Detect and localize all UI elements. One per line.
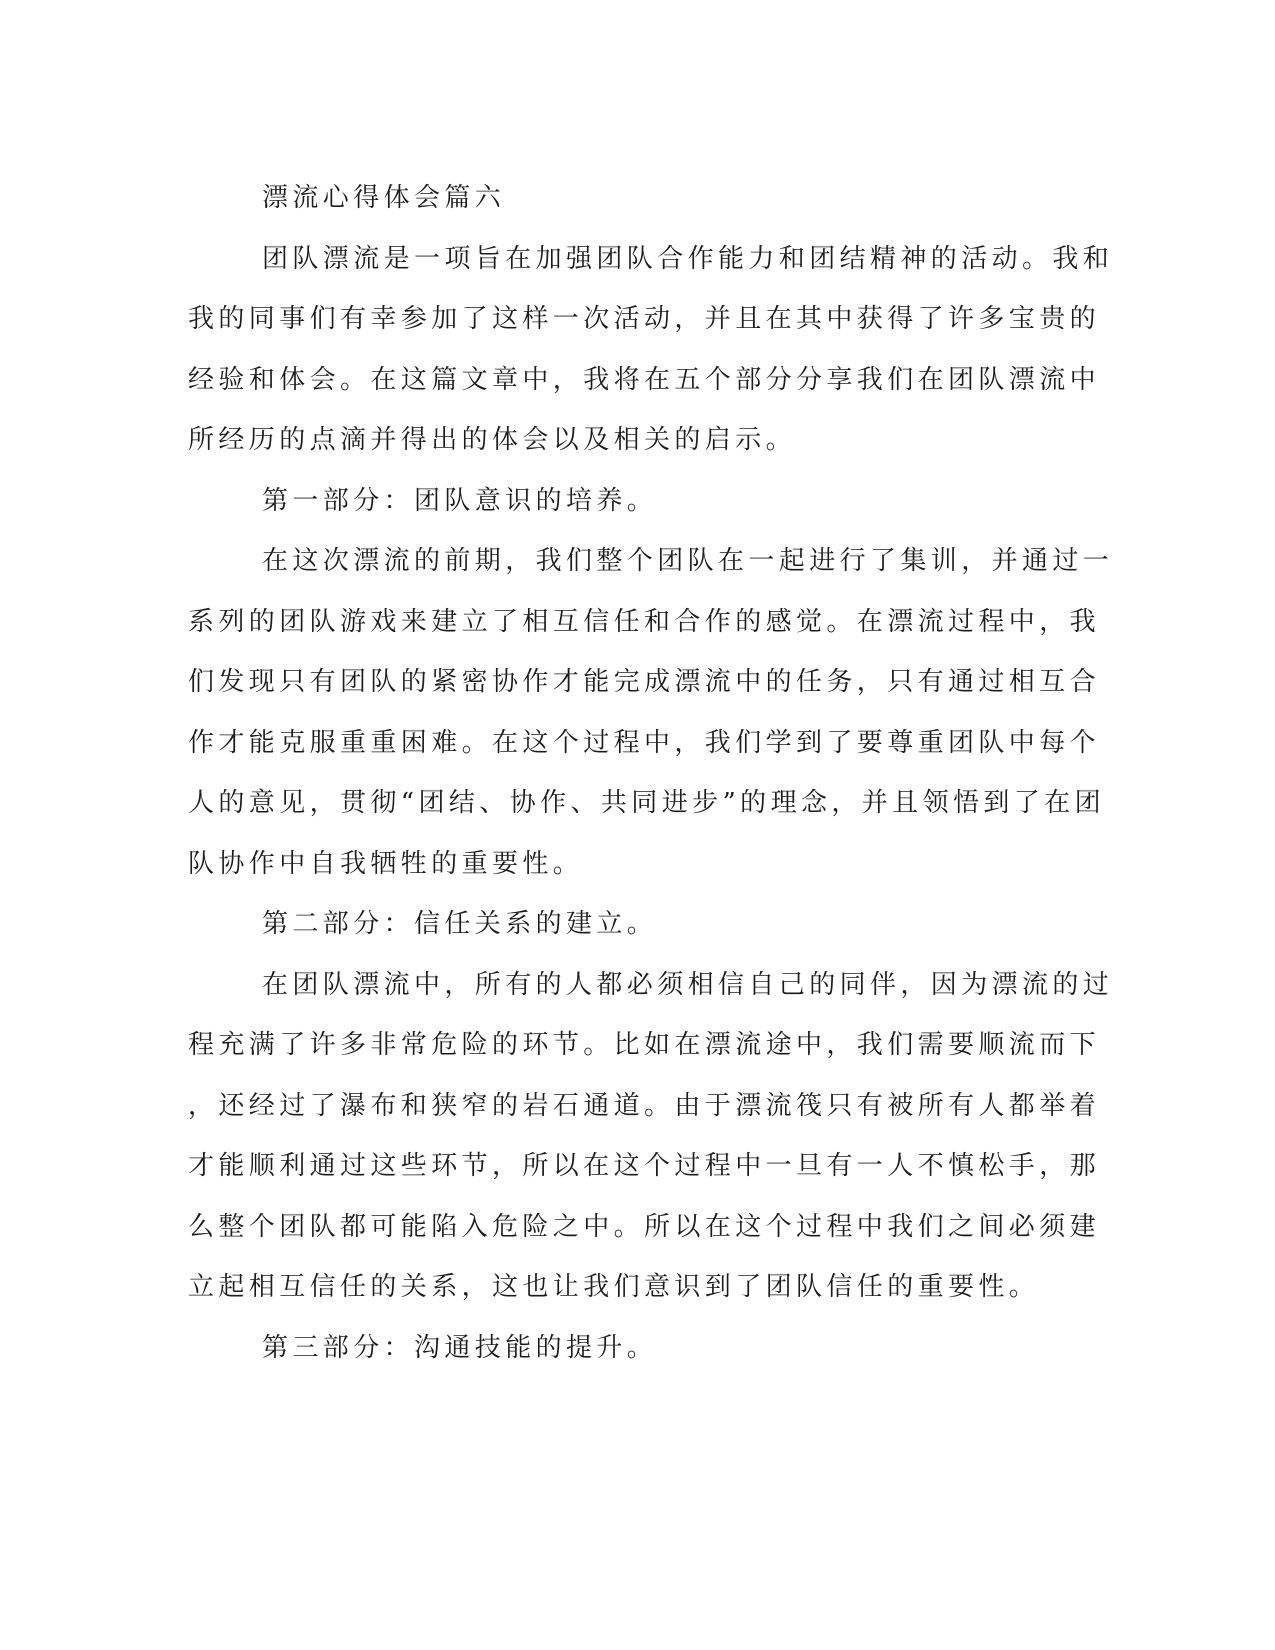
text-line: 经验和体会。在这篇文章中，我将在五个部分分享我们在团队漂流中 xyxy=(188,364,1101,395)
text-line: 在这次漂流的前期，我们整个团队在一起进行了集训，并通过一 xyxy=(262,546,1114,576)
document-title: 漂流心得体会篇六 xyxy=(262,183,506,213)
document-body xyxy=(188,168,1114,1378)
text-line: 程充满了许多非常危险的环节。比如在漂流途中，我们需要顺流而下 xyxy=(188,1030,1101,1060)
text-line: 在团队漂流中，所有的人都必须相信自己的同伴，因为漂流的过 xyxy=(262,969,1114,1000)
text-line: 立起相互信任的关系，这也让我们意识到了团队信任的重要性。 xyxy=(188,1272,1040,1302)
text-line: 人的意见，贯彻“团结、协作、共同进步”的理念，并且领悟到了在团 xyxy=(188,788,1105,818)
text-line: 才能顺利通过这些环节，所以在这个过程中一旦有一人不慎松手，那 xyxy=(188,1151,1101,1181)
section-heading-3: 第三部分：沟通技能的提升。 xyxy=(262,1332,658,1363)
text-line: 所经历的点滴并得出的体会以及相关的启示。 xyxy=(188,425,797,455)
text-line: 们发现只有团队的紧密协作才能完成漂流中的任务，只有通过相互合 xyxy=(188,667,1101,697)
text-line: 作才能克服重重困难。在这个过程中，我们学到了要尊重团队中每个 xyxy=(188,727,1101,758)
text-line: 队协作中自我牺牲的重要性。 xyxy=(188,848,584,879)
intro-paragraph xyxy=(188,229,1114,471)
section-heading-2: 第二部分：信任关系的建立。 xyxy=(262,909,658,939)
section-2-paragraph xyxy=(188,955,1114,1318)
text-line: ，还经过了瀑布和狭窄的岩石通道。由于漂流筏只有被所有人都举着 xyxy=(188,1090,1101,1121)
text-line: 团队漂流是一项旨在加强团队合作能力和团结精神的活动。我和 xyxy=(262,243,1114,274)
section-1-paragraph xyxy=(188,531,1114,894)
text-line: 系列的团队游戏来建立了相互信任和合作的感觉。在漂流过程中，我 xyxy=(188,606,1101,637)
section-heading-1: 第一部分：团队意识的培养。 xyxy=(262,485,658,516)
text-line: 么整个团队都可能陷入危险之中。所以在这个过程中我们之间必须建 xyxy=(188,1211,1101,1242)
text-line: 我的同事们有幸参加了这样一次活动，并且在其中获得了许多宝贵的 xyxy=(188,304,1101,334)
